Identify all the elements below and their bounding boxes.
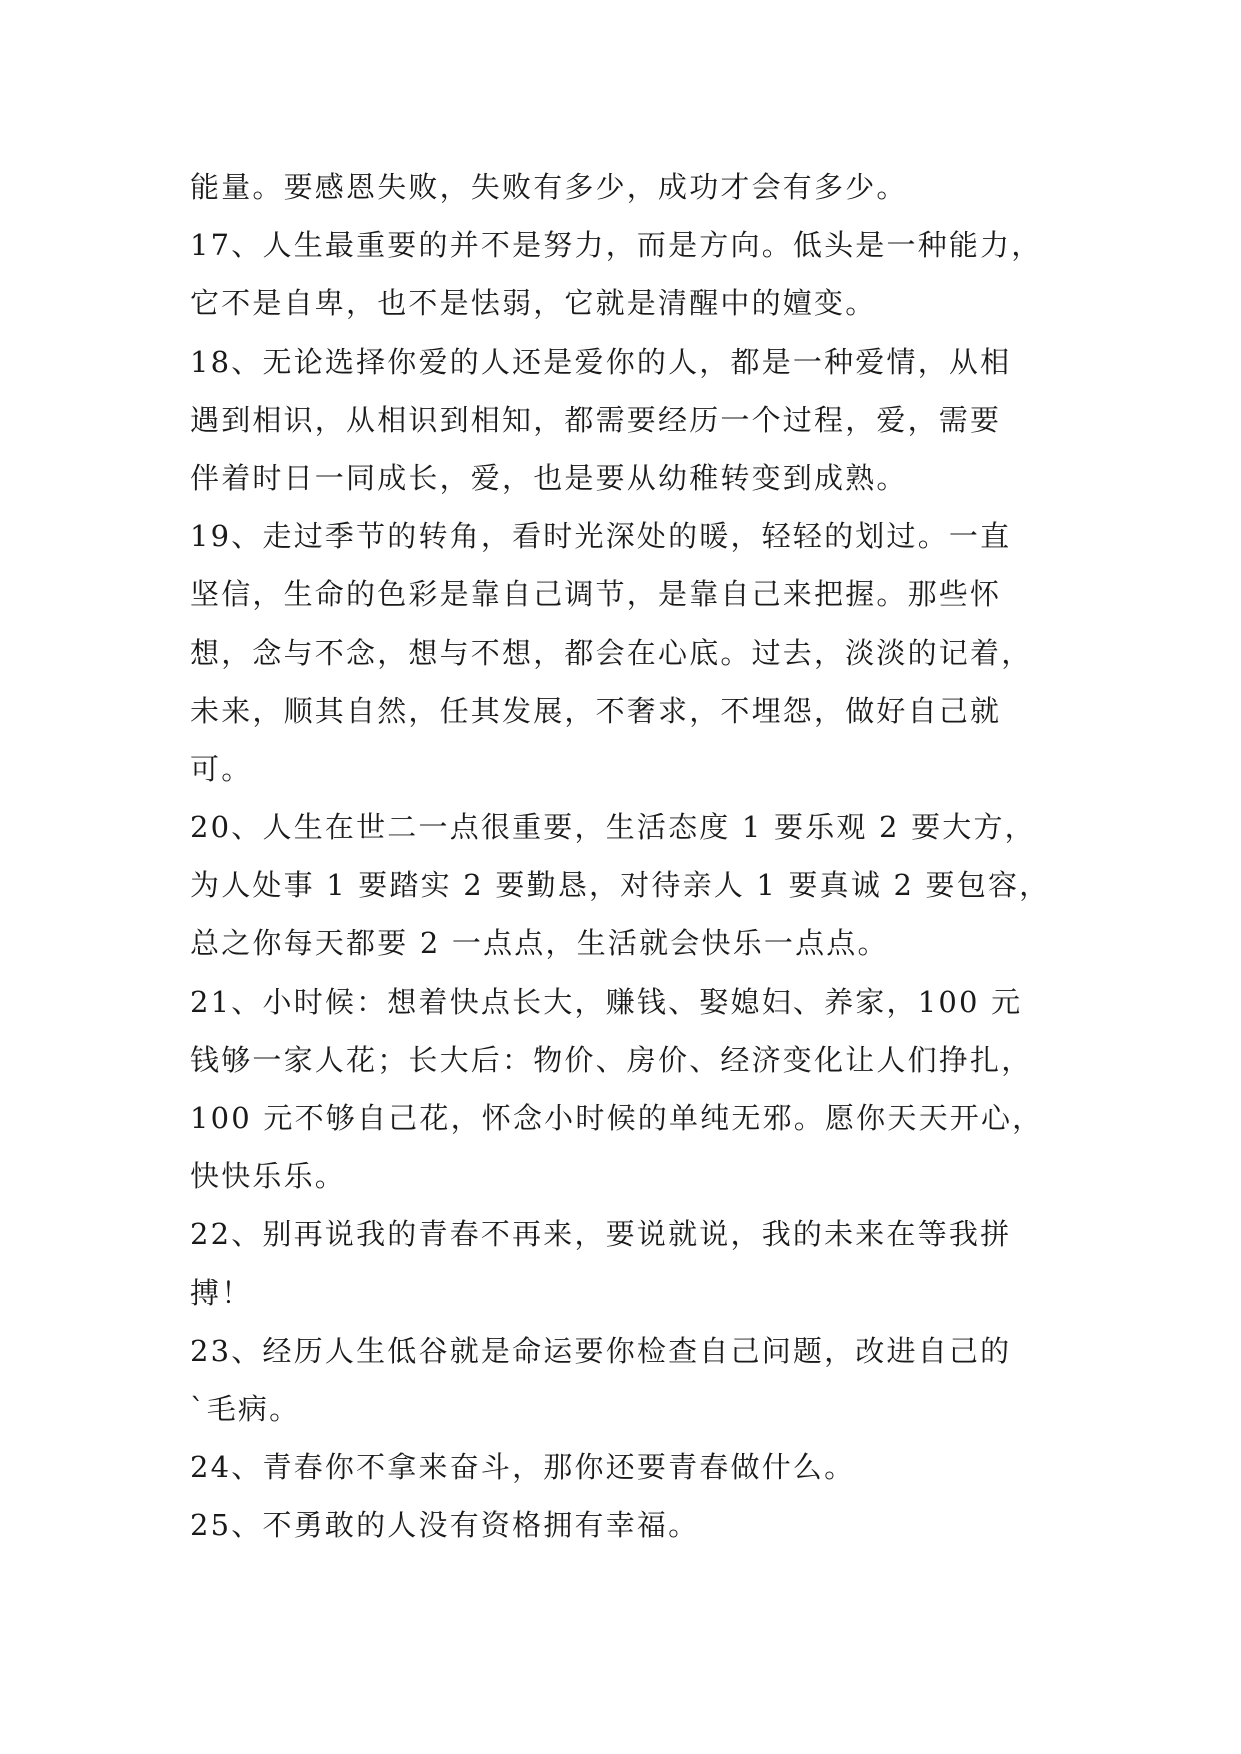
text-line: 遇到相识，从相识到相知，都需要经历一个过程，爱，需要 [190,402,1002,437]
text-line: 总之你每天都要 2 一点点，生活就会快乐一点点。 [190,926,889,961]
document-body [190,158,1060,1555]
text-line: 它不是自卑，也不是怯弱，它就是清醒中的嬗变。 [190,286,877,321]
text-line: 为人处事 1 要踏实 2 要勤恳，对待亲人 1 要真诚 2 要包容， [190,868,1051,903]
text-line: 18、无论选择你爱的人还是爱你的人，都是一种爱情，从相 [190,344,1012,379]
text-line: 25、不勇敢的人没有资格拥有幸福。 [190,1508,700,1543]
text-line: 19、走过季节的转角，看时光深处的暖，轻轻的划过。一直 [190,519,1012,554]
text-line: 未来，顺其自然，任其发展，不奢求，不埋怨，做好自己就 [190,693,1002,728]
text-line: 20、人生在世二一点很重要，生活态度 1 要乐观 2 要大方， [190,810,1036,845]
text-line: 22、别再说我的青春不再来，要说就说，我的未来在等我拼 [190,1217,1012,1252]
text-line: 伴着时日一同成长，爱，也是要从幼稚转变到成熟。 [190,460,908,495]
text-line: 能量。要感恩失败，失败有多少，成功才会有多少。 [190,170,908,204]
text-line: 23、经历人生低谷就是命运要你检查自己问题，改进自己的 [190,1333,1012,1368]
text-line: 100 元不够自己花，怀念小时候的单纯无邪。愿你天天开心， [190,1101,1044,1135]
text-line: 想，念与不念，想与不想，都会在心底。过去，淡淡的记着， [190,635,1033,670]
text-line: 24、青春你不拿来奋斗，那你还要青春做什么。 [190,1450,856,1485]
text-line: `毛病。 [190,1391,301,1426]
text-line: 可。 [190,751,253,786]
text-line: 坚信，生命的色彩是靠自己调节，是靠自己来把握。那些怀 [190,577,1002,612]
text-line: 21、小时候：想着快点长大，赚钱、娶媳妇、养家，100 元 [190,984,1023,1019]
text-line: 搏！ [190,1275,253,1310]
text-line: 钱够一家人花；长大后：物价、房价、经济变化让人们挣扎， [190,1042,1033,1077]
text-line: 17、人生最重要的并不是努力，而是方向。低头是一种能力， [190,228,1043,263]
text-line: 快快乐乐。 [190,1159,347,1194]
